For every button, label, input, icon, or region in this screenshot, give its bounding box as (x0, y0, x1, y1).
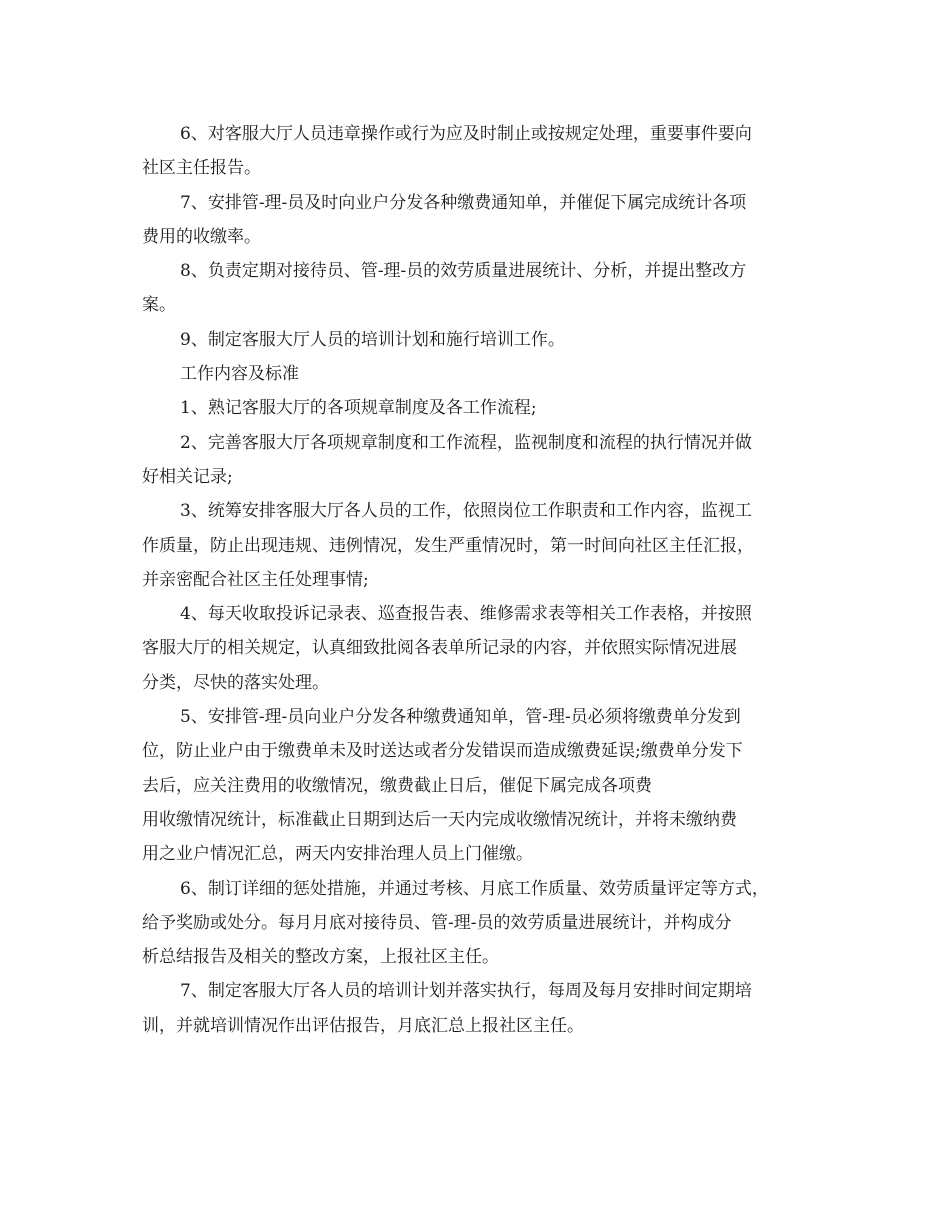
document-text-line: 工作内容及标准 (180, 364, 299, 385)
document-text-line: 4、每天收取投诉记录表、巡查报告表、维修需求表等相关工作表格，并按照 (180, 604, 752, 625)
document-text-line: 7、安排管-理-员及时向业户分发各种缴费通知单，并催促下属完成统计各项 (180, 192, 747, 213)
document-text-line: 位，防止业户由于缴费单未及时送达或者分发错误而造成缴费延误;缴费单分发下 (142, 741, 743, 762)
document-text-line: 8、负责定期对接待员、管-理-员的效劳质量进展统计、分析，并提出整改方 (180, 261, 747, 282)
document-text-line: 6、对客服大厅人员违章操作或行为应及时制止或按规定处理，重要事件要向 (180, 124, 752, 144)
document-text-line: 7、制定客服大厅各人员的培训计划并落实执行，每周及每月安排时间定期培 (180, 981, 752, 1002)
document-text-line: 用之业户情况汇总，两天内安排治理人员上门催缴。 (142, 844, 533, 865)
document-text-line: 6、制订详细的惩处措施，并通过考核、月底工作质量、效劳质量评定等方式， (180, 878, 769, 899)
document-text-line: 9、制定客服大厅人员的培训计划和施行培训工作。 (180, 329, 565, 350)
document-text-line: 好相关记录; (142, 466, 233, 487)
document-text-line: 客服大厅的相关规定，认真细致批阅各表单所记录的内容，并依照实际情况进展 (142, 638, 737, 659)
document-text-line: 析总结报告及相关的整改方案，上报社区主任。 (142, 947, 499, 968)
document-text-line: 作质量，防止出现违规、违例情况，发生严重情况时，第一时间向社区主任汇报， (142, 535, 754, 556)
document-text-line: 案。 (142, 295, 176, 316)
document-text-line: 3、统筹安排客服大厅各人员的工作，依照岗位工作职责和工作内容，监视工 (180, 501, 752, 522)
document-text-line: 5、安排管-理-员向业户分发各种缴费通知单，管-理-员必须将缴费单分发到 (180, 707, 741, 728)
document-text-line: 并亲密配合社区主任处理事情; (142, 569, 369, 590)
document-text-line: 分类，尽快的落实处理。 (142, 672, 329, 693)
document-text-line: 1、熟记客服大厅的各项规章制度及各工作流程; (180, 398, 537, 419)
document-text-line: 费用的收缴率。 (142, 226, 261, 247)
document-text-line: 训，并就培训情况作出评估报告，月底汇总上报社区主任。 (142, 1015, 584, 1036)
document-text-line: 社区主任报告。 (142, 158, 261, 179)
document-body (142, 117, 822, 1043)
document-text-line: 给予奖励或处分。每月月底对接待员、管-理-员的效劳质量进展统计，并构成分 (142, 912, 732, 933)
document-text-line: 2、完善客服大厅各项规章制度和工作流程，监视制度和流程的执行情况并做 (180, 432, 752, 453)
document-text-line: 去后，应关注费用的收缴情况，缴费截止日后，催促下属完成各项费 (142, 775, 652, 796)
document-text-line: 用收缴情况统计，标准截止日期到达后一天内完成收缴情况统计，并将未缴纳费 (142, 809, 737, 830)
